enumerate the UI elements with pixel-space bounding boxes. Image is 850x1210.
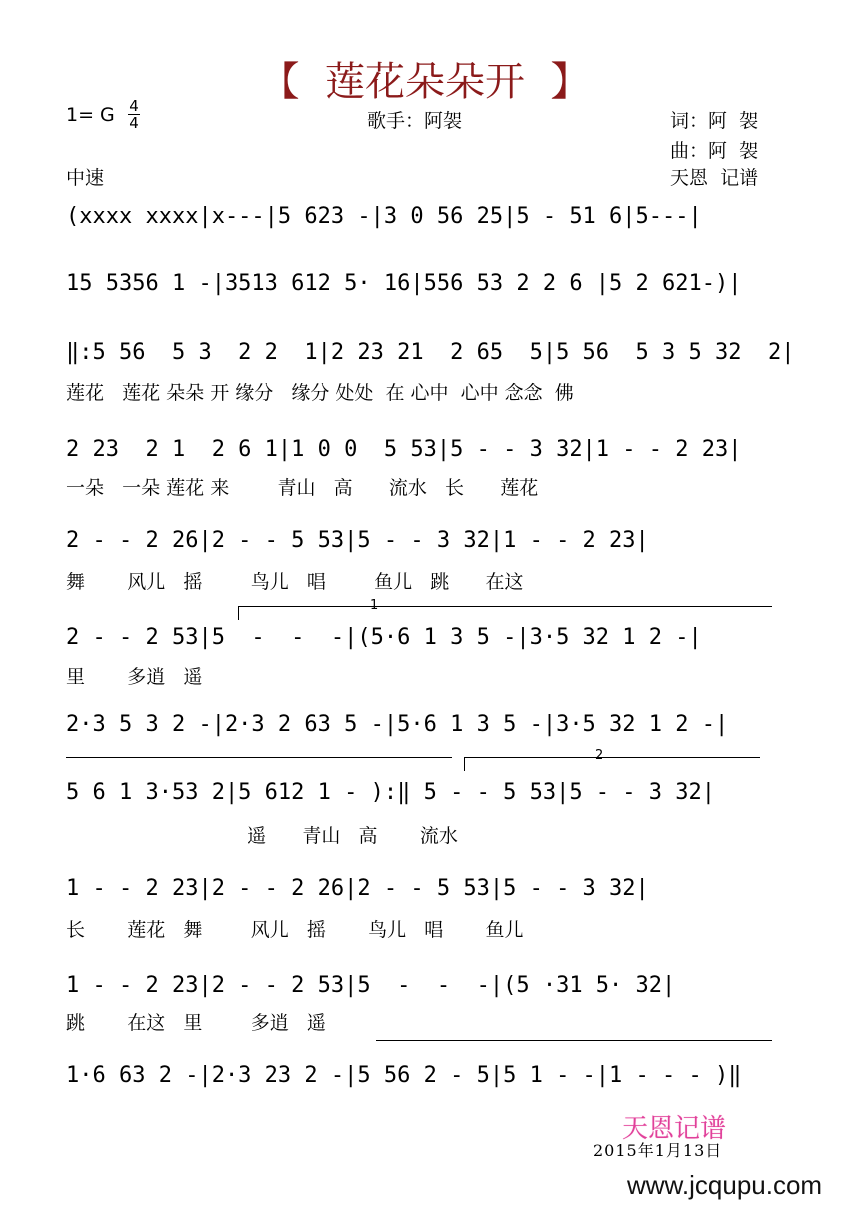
- score-line-10: 1 - - 2 23|2 - - 2 53|5 - - -|(5 ·31 5· 32|: [66, 973, 676, 998]
- score-line-5: 2 - - 2 26|2 - - 5 53|5 - - 3 32|1 - - 2 23|: [66, 528, 649, 553]
- score-line-8: 5 6 1 3·53 2|5 612 1 - ):‖ 5 - - 5 53|5 - - 3 32|: [66, 780, 716, 805]
- volta-1-number: 1: [370, 598, 379, 613]
- score-line-7: 2·3 5 3 2 -|2·3 2 63 5 -|5·6 1 3 5 -|3·5 32 1 2 -|: [66, 712, 729, 737]
- lyric-line-5: 舞 风儿 摇 鸟儿 唱 鱼儿 跳 在这: [66, 571, 524, 593]
- score-line-4: 2 23 2 1 2 6 1|1 0 0 5 53|5 - - 3 32|1 - - 2 23|: [66, 437, 742, 462]
- singer-credit: 歌手：阿袈: [367, 110, 463, 132]
- volta-2-bracket: [464, 757, 760, 758]
- volta-1-continuation: [66, 757, 452, 758]
- time-denominator: 4: [129, 114, 139, 132]
- date-stamp: 2015年1月13日: [593, 1141, 723, 1160]
- lyric-line-3: 莲花 莲花 朵朵 开 缘分 缘分 处处 在 心中 心中 念念 佛: [66, 382, 574, 404]
- tempo-marking: 中速: [66, 167, 105, 189]
- volta-2-number: 2: [595, 748, 604, 763]
- score-line-2: 15 5356 1 -|3513 612 5· 16|556 53 2 2 6 |5 2 621-)|: [66, 271, 742, 296]
- score-line-11: 1·6 63 2 -|2·3 23 2 -|5 56 2 - 5|5 1 - -|1 - - - )‖: [66, 1063, 742, 1088]
- transcriber-signature: 天恩记谱: [622, 1114, 727, 1143]
- score-line-1: (xxxx xxxx|x---|5 623 -|3 0 56 25|5 - 51 6|5---|: [66, 204, 702, 229]
- lyric-line-9: 长 莲花 舞 风儿 摇 鸟儿 唱 鱼儿: [66, 919, 524, 941]
- time-numerator: 4: [129, 97, 139, 115]
- lyric-line-6: 里 多逍 遥: [66, 666, 203, 688]
- key-signature: 1= G: [66, 104, 115, 126]
- time-signature: [128, 99, 140, 130]
- site-watermark: www.jcqupu.com: [627, 1170, 823, 1200]
- volta-1-hook: [238, 606, 239, 620]
- lyric-line-4: 一朵 一朵 莲花 来 青山 高 流水 长 莲花: [66, 477, 539, 499]
- lyric-line-8: 遥 青山 高 流水: [66, 825, 458, 847]
- score-line-6: 2 - - 2 53|5 - - -|(5·6 1 3 5 -|3·5 32 1 2 -|: [66, 625, 702, 650]
- score-line-3: ‖:5 56 5 3 2 2 1|2 23 21 2 65 5|5 56 5 3 5 32 2|: [66, 340, 795, 365]
- volta-2-hook: [464, 757, 465, 771]
- page-title: 【 莲花朵朵开 】: [259, 59, 591, 105]
- slur-line: [376, 1040, 772, 1041]
- volta-1-bracket: [238, 606, 772, 607]
- transcriber-credit: 天恩 记谱: [670, 167, 759, 189]
- lyricist-credit: 词：阿 袈: [670, 110, 759, 132]
- score-line-9: 1 - - 2 23|2 - - 2 26|2 - - 5 53|5 - - 3 32|: [66, 876, 649, 901]
- lyric-line-10: 跳 在这 里 多逍 遥: [66, 1012, 326, 1034]
- composer-credit: 曲：阿 袈: [670, 140, 759, 162]
